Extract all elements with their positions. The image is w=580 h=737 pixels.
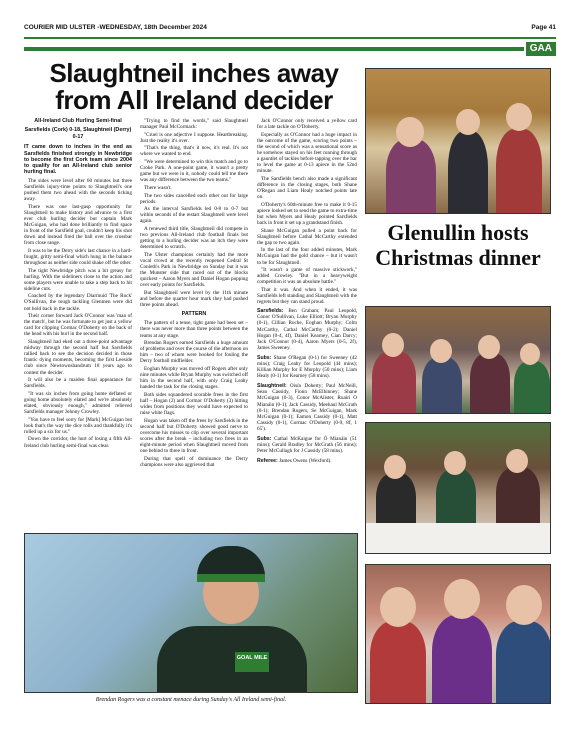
paragraph: Hogan was taken off the frees by Sarsfields in the second half but O'Doherty showed good nerve to overcome his misses to clip over several important scores after the break – including two frees in an eight-minute period when Slaughtneil moved from one behind to three in front. <box>140 417 248 455</box>
lineup-label: Sarsfields: <box>257 308 284 315</box>
dinner-photo-4 <box>365 564 551 704</box>
player-photo <box>24 533 358 693</box>
lineup-label: Subs: <box>257 354 272 361</box>
guest-face <box>430 339 452 363</box>
guest-figure <box>422 357 462 414</box>
lineup-label: Referee: <box>257 458 278 465</box>
paragraph: Down the corridor, the hurt of losing a fifth All-Ireland club hurling semi-final was clear. <box>24 436 132 449</box>
paragraph: As the interval Sarsfields led 0-8 to 0-7 but within seconds of the restart Slaughtneil were level again. <box>140 206 248 225</box>
guest-face <box>478 335 500 359</box>
guest-figure <box>514 361 550 414</box>
paragraph: The pattern of a tense, tight game had been set – there was never more than three points between the teams at any stage. <box>140 320 248 339</box>
lineup-label: Subs: <box>257 436 272 442</box>
paragraph: That it was. And when it ended, it was Sarsfields left standing and Slaughtneil with the regrets but they can stand proud. <box>257 286 357 306</box>
guest-face <box>384 455 406 479</box>
header-publication: COURIER MID ULSTER -WEDNESDAY, 18th December 2024 <box>24 24 207 31</box>
lineup-text: Oisín Doherty; Paul McNeill, Sean Cassidy, Fionn McElhinney; Shane McGuigan (0-3), Conor McAlister, Ruairí O Mianáin (0-1); Jack Cassidy, Meehaul McGrath (0-1); Brendan Rogers, Se McGuigan, Mark McGuigan (0-1); Eamon Cassidy (0-1), Matt Cassidy (0-1), Cormac O'Doherty (0-9, 8f, 1 65'). <box>257 383 357 432</box>
guest-figure <box>386 139 436 214</box>
player-shirt <box>157 626 307 693</box>
guest-figure <box>432 615 492 704</box>
guest-figure <box>448 131 488 214</box>
guest-face <box>506 449 528 473</box>
dinner-table <box>366 523 551 554</box>
lineup-text: James Owens (Wexford). <box>279 458 332 465</box>
header-page-number: Page 41 <box>531 24 556 31</box>
lineup-slaughtneil <box>257 383 357 432</box>
guest-figure <box>496 621 551 704</box>
paragraph: It was to be the Derry side's last chance in a hard-fought, gritty semi-final which hung in the balance throughout as neither side could shake off the other. <box>24 247 132 266</box>
paragraph: "We were determined to win this match and go to Croke Park. A one-point game, it wasn't a pretty game but we were in it, nobody could tell me there was any difference between the two teams." <box>140 159 248 184</box>
dinner-photo-3 <box>365 422 551 554</box>
paragraph: The two sides cancelled each other out for large periods. <box>140 192 248 205</box>
paragraph: Especially as O'Connor had a huge impact in the outcome of the game, scoring two points – the second of which was a sensational score as he somehow stayed on his feet running through a gauntlet of tackles before tapping over the bar to level the game at 0-13 apiece in the 52nd minute. <box>257 131 357 175</box>
side-headline: Glenullin hosts Christmas dinner <box>375 220 541 270</box>
guest-face <box>456 109 480 135</box>
paragraph: The Sarsfields bench also made a significant difference in the closing stages, both Shane O'Regan and Liam Healy notched points late on. <box>257 175 357 201</box>
paragraph: "Trying to find the words," said Slaughtneil manager Paul McCormack: <box>140 118 248 131</box>
section-tag: GAA <box>526 42 556 56</box>
lineup-text: Shane O'Regan (0-1) for Sweeney (42 mins); Craig Leahy for Leopold (44 mins); Killian Murphy for E Murphy (50 mins); Liam Healy (0-1) for Kearney (58 mins). <box>257 354 357 380</box>
guest-figure <box>496 129 542 214</box>
lineup-text: Ben Graham; Paul Leopold, Conor O'Sullivan, Luke Elliott; Bryan Murphy (0-1), Cillian Roche, Eoghan Murphy; Colm McCarthy, Cathal McCarthy (0-2); Daniel Hogan (0-4, 4f), Daniel Kearney, Cian Darcy; Jack O'Connor (0-4), Aaron Myers (0-5, 2f), James Sweeney. <box>257 308 357 351</box>
guest-face <box>382 333 404 357</box>
page-header <box>24 24 556 36</box>
kicker-score: Sarsfields (Cork) 0-18, Slaughtneil (Derry) 0-17 <box>24 127 132 140</box>
paragraph: "That's the thing, that's it now, it's real. It's not where we wanted to end. <box>140 145 248 158</box>
paragraph: It will also be a maiden final appearance for Sarsfields. <box>24 377 132 390</box>
guest-face <box>444 579 480 619</box>
article-column-2 <box>140 118 248 546</box>
paragraph: "It was six inches from going home deflated or going home absolutely elated and we're absolutely elated, obviously enough," admitted relieved Sarsfields manager Johnny Crowley. <box>24 390 132 416</box>
paragraph: During that spell of dominance the Derry champions were also aggrieved that <box>140 455 248 468</box>
paragraph: O'Doherty's 60th-minute free to make it 0-15 apiece looked set to send the game to extra-time but when Myers and Healy pointed Sarsfields back in front it set up a grandstand finish. <box>257 201 357 226</box>
paragraph: In the last of the four added minutes, Mark McGuigan had the gold chance – but it wasn't to be for Slaughtneil. <box>257 247 357 266</box>
paragraph: Shane McGuigan pulled a point back for Slaughtneil before Cathal McCarthy extended the gap to two again. <box>257 227 357 246</box>
guest-face <box>444 451 466 475</box>
guest-face <box>396 117 424 147</box>
guest-figure <box>496 467 540 531</box>
article-column-1 <box>24 118 132 530</box>
lineup-referee <box>257 458 357 464</box>
dinner-photo-1 <box>365 68 551 214</box>
guest-figure <box>372 351 416 414</box>
subheading-pattern: PATTERN <box>181 311 207 318</box>
lineup-slaughtneil-subs <box>257 436 357 454</box>
guest-face <box>506 103 532 131</box>
guest-face <box>506 585 542 625</box>
guest-face <box>380 587 416 627</box>
team-lineups <box>257 308 357 464</box>
paragraph: Eoghan Murphy was moved off Rogers after only nine minutes while Bryan Murphy was switched off him in the second half, with only Craig Leahy handed the task for the closing stages. <box>140 365 248 391</box>
guest-figure <box>470 353 510 414</box>
paragraph: Coached by the legendary Diarmuid 'The Rock' O'Sullivan, the tough tackling Glenmen were did not hold back in the tackle. <box>24 293 132 312</box>
article-column-3 <box>257 118 357 536</box>
lineup-sarsfields <box>257 308 357 351</box>
section-band <box>24 47 524 51</box>
shirt-sponsor-badge: GOAL MILE <box>235 652 269 672</box>
paragraph: Both sides squandered scorable frees in the first half – Hogan (2) and Cormac O'Doherty (3) hitting wides from positions they would have expected to raise white flags. <box>140 391 248 417</box>
article-headline: Slaughtneil inches away from All Ireland decider <box>49 58 339 115</box>
paragraph: Their corner forward Jack O'Connor was 'man of the match', but he was fortunate to get just a yellow card for clipping Cormac O'Doherty on the back of the head with his hurl in the second half. <box>24 313 132 338</box>
paragraph: There wasn't. <box>144 184 172 191</box>
guest-figure <box>436 469 476 531</box>
paragraph: "It wasn't a game of massive stickwork," added Crowley. "But in a heavyweight competition it was an absolute battle." <box>257 267 357 286</box>
paragraph: The sides were level after 60 minutes but three Sarsfields injury-time points to Slaughtneil's one pushed them two ahead with the seconds ticking away. <box>24 177 132 202</box>
paragraph: "Cruel is one adjective I suppose. Heartbreaking. Just the reality it's over. <box>140 131 248 144</box>
lineup-sarsfields-subs <box>257 355 357 379</box>
guest-face <box>520 343 540 365</box>
header-rule <box>24 37 556 39</box>
paragraph: There was one last-gasp opportunity for Slaughtneil to make history and advance to a first ever club hurling decider but captain Mark McGuigan, who had done brilliantly to find space in front of the Sarsfield goal, couldn't keep his shot down and instead fired the ball over the crossbar from close range. <box>24 203 132 247</box>
player-hat-band <box>197 574 265 582</box>
dinner-photo-2 <box>365 306 551 414</box>
kicker-competition: All-Ireland Club Hurling Semi-final <box>34 118 122 124</box>
paragraph: "You have to feel sorry for [Mark] McGuigan but look that's the way the dice rolls and thankfully it's rolled up a six for us." <box>24 416 132 435</box>
photo-caption: Brendan Rogers was a constant menace during Sunday's All Ireland semi-final. <box>95 697 287 703</box>
paragraph: The tight Newbridge pitch was a bit greasy for hurling. With the sideliners close to the action and some players were unable to take a step back to hit sideline cuts. <box>24 267 132 292</box>
lineup-label: Slaughtneil: <box>257 383 287 390</box>
article-lead: IT came down to inches in the end as Sarsfields finished strongly in Newbridge to become the first Cork team since 2004 to qualify for an All-Ireland club senior hurling final. <box>24 144 132 176</box>
paragraph: Brendan Rogers earned Sarsfields a huge amount of problems and over the course of the afternoon on him – two of whom were booked for fouling the Derry football midfielder. <box>140 340 248 365</box>
lineup-text: Cathal McKaigue for Ó Mianáin (51 mins); Gerald Bradley for McGrath (56 mins); Peter McCullagh for J Cassidy (58 mins). <box>257 436 357 455</box>
paragraph: The Ulster champions certainly had the more vocal crowd at the recently reopened Cedral St Conleth's Park in Newbridge on Sunday but it was the Munster side that raced out of the blocks quickest – Aaron Myers and Daniel Hogan popping over early points for Sarsfields. <box>140 251 248 289</box>
guest-figure <box>370 621 426 704</box>
paragraph: But Slaughtneil were level by the 11th minute and before the quarter hour mark they had pushed three points ahead. <box>140 289 248 309</box>
paragraph: Slaughtneil had eked out a three-point advantage midway through the second half but Sarsfields rallied back to see the decision decided in those frantic dying moments, becoming the first Leeside club since Newtownshandrum 18 years ago to contest the decider. <box>24 339 132 376</box>
article-kicker <box>24 118 132 140</box>
paragraph: A renewed third title, Slaughtneil did compete in two previous All-Ireland club football finals but getting to a hurling decider was an itch they were determined to scratch. <box>140 226 248 251</box>
paragraph: Jack O'Connor only received a yellow card for a late tackle on O'Doherty. <box>257 118 357 131</box>
